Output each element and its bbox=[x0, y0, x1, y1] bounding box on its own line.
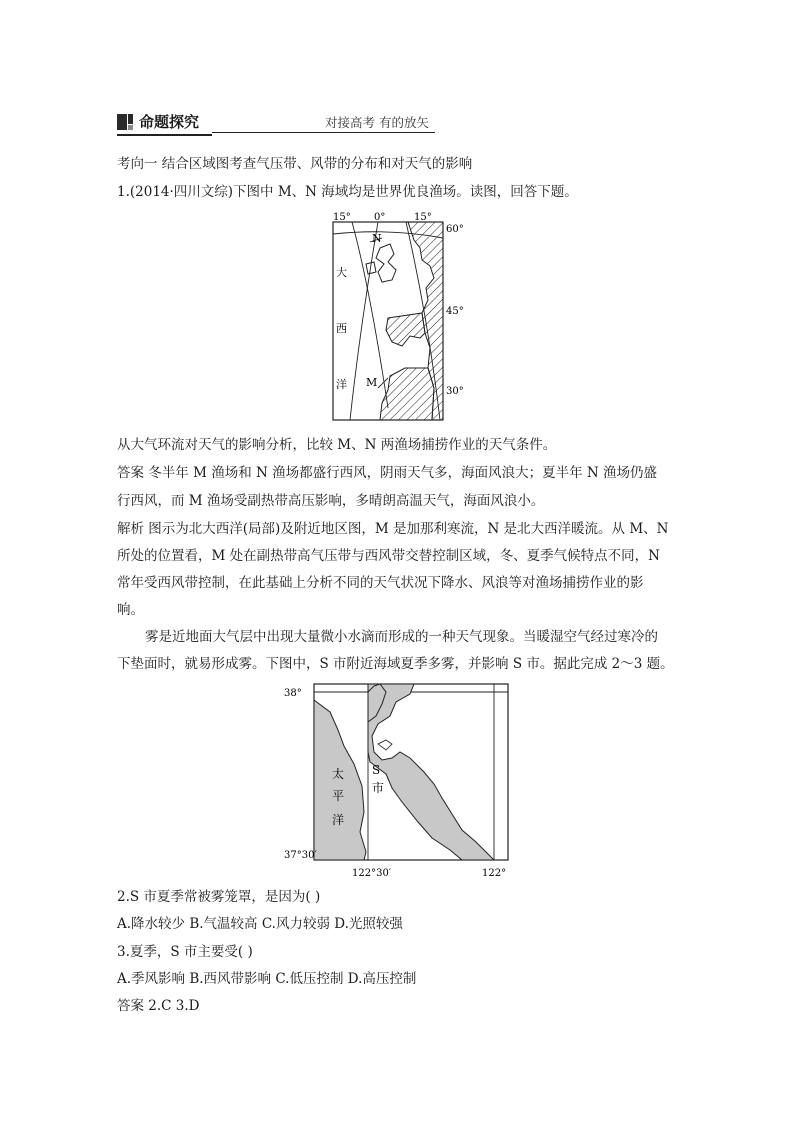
analysis-1-line1: 解析 图示为北大西洋(局部)及附近地区图，M 是加那利寒流，N 是北大西洋暖流。从 M、N bbox=[117, 521, 669, 537]
map1-ocean-3: 洋 bbox=[336, 378, 347, 391]
question-2-options: A.降水较少 B.气温较高 C.风力较弱 D.光照较强 bbox=[117, 916, 403, 932]
map1-label-n: N bbox=[372, 232, 382, 245]
map2-lat-top: 38° bbox=[284, 688, 302, 699]
section-heading: 考向一 结合区域图考查气压带、风带的分布和对天气的影响 bbox=[117, 156, 473, 172]
question-3-options: A.季风影响 B.西风带影响 C.低压控制 D.高压控制 bbox=[117, 971, 417, 987]
map1-ocean-2: 西 bbox=[336, 322, 347, 335]
map1-ocean-1: 大 bbox=[336, 266, 347, 279]
intro-2-line1: 雾是近地面大气层中出现大量微小水滴而形成的一种天气现象。当暖湿空气经过寒冷的 bbox=[145, 629, 658, 645]
header-block-icon bbox=[117, 114, 133, 130]
question-1-stem: 1.(2014·四川文综)下图中 M、N 海域均是世界优良渔场。读图，回答下题。 bbox=[117, 184, 578, 200]
section-header bbox=[117, 110, 435, 136]
map1-lat-bottom: 30° bbox=[446, 386, 464, 397]
map-north-atlantic bbox=[330, 208, 470, 424]
question-1-text: 从大气环流对天气的影响分析，比较 M、N 两渔场捕捞作业的天气条件。 bbox=[117, 437, 557, 453]
map2-city-s: S bbox=[372, 763, 381, 777]
analysis-1-line3: 常年受西风带控制，在此基础上分析不同的天气状况下降水、风浪等对渔场捕捞作业的影 bbox=[117, 575, 644, 591]
intro-2-line2: 下垫面时，就易形成雾。下图中，S 市附近海域夏季多雾，并影响 S 市。据此完成 2～3 题。 bbox=[117, 656, 674, 672]
analysis-1-line2: 所处的位置看，M 处在副热带高气压带与西风带交替控制区域，冬、夏季气候特点不同，N bbox=[117, 548, 660, 564]
header-underline-thick bbox=[117, 134, 212, 136]
map1-lon-right: 15° bbox=[414, 212, 432, 223]
map2-lon-left: 122°30′ bbox=[352, 868, 392, 878]
answer-1-line1: 答案 冬半年 M 渔场和 N 渔场都盛行西风，阴雨天气多，海面风浪大；夏半年 N 渔场仍盛 bbox=[117, 465, 657, 481]
map1-lon-mid: 0° bbox=[374, 212, 386, 223]
map2-ocean-2: 平 bbox=[332, 789, 345, 803]
map2-ocean-3: 洋 bbox=[332, 813, 345, 827]
header-title: 命题探究 bbox=[139, 113, 200, 131]
header-subtitle: 对接高考 有的放矢 bbox=[325, 115, 429, 130]
map-s-city bbox=[282, 682, 512, 878]
map1-lon-left: 15° bbox=[333, 212, 351, 223]
question-3-stem: 3.夏季，S 市主要受( ) bbox=[117, 944, 253, 960]
header-underline bbox=[212, 132, 435, 133]
analysis-1-line4: 响。 bbox=[117, 602, 144, 618]
question-2-stem: 2.S 市夏季常被雾笼罩，是因为( ) bbox=[117, 889, 321, 905]
map1-lat-mid: 45° bbox=[446, 306, 464, 317]
answer-1-line2: 行西风，而 M 渔场受副热带高压影响，多晴朗高温天气，海面风浪小。 bbox=[117, 493, 545, 509]
map1-lat-top: 60° bbox=[446, 224, 464, 235]
map1-label-m: M bbox=[366, 376, 378, 389]
map2-lon-right: 122° bbox=[482, 868, 507, 878]
map2-lat-bottom: 37°30′ bbox=[284, 850, 317, 861]
answer-2-3: 答案 2.C 3.D bbox=[117, 998, 200, 1014]
map2-city-shi: 市 bbox=[372, 781, 385, 795]
map2-ocean-1: 太 bbox=[332, 767, 345, 781]
